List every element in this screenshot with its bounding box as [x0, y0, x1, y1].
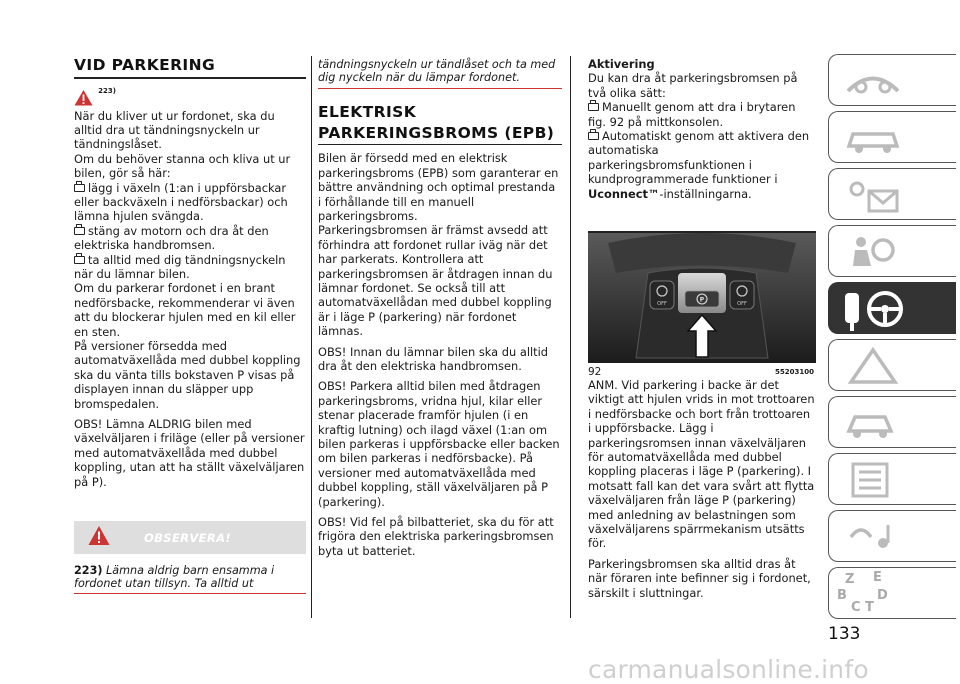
bullet-icon	[74, 256, 85, 264]
paragraph: Parkeringsbromsen ska alltid dras åt när föraren inte befinner sig i fordonet, särskilt i sluttningar.	[588, 556, 811, 600]
list-item: ta alltid med dig tändningsnyckeln när du lämnar bilen.	[74, 252, 286, 281]
bullet-icon	[74, 227, 85, 235]
list-item: stäng av motorn och dra åt den elektriska handbromsen.	[74, 223, 269, 253]
button-label-off-right: OFF	[737, 301, 747, 307]
tab-technical-data[interactable]	[828, 453, 956, 505]
tab-multimedia[interactable]	[828, 510, 956, 562]
figure-code: 55203100	[775, 368, 814, 376]
paragraph: Parkeringsbromsen är främst avsedd att förhindra att fordonet rullar iväg när det har parkerats. Kontrollera att parkeringsbromsen är åtdragen innan du lämnar fordonet. Se också till att automatväxellådan med dubbel koppling är i läge P (parkering) när fordonet lämnas.	[318, 223, 553, 339]
car-service-icon	[843, 403, 903, 443]
list-item: Automatiskt genom att aktivera den automatiska parkeringsbromsfunktionen i kundprogrammerade funktioner i Uconnect™-inställningarna.	[588, 129, 810, 201]
paragraph: OBS! Parkera alltid bilen med åtdragen parkeringsbroms, vridna hjul, kilar eller stenar placerade framför hjulen (i en kraftig lutning) och ilagd växel (1:an om bilen parkeras i uppförsbacke eller backen om bilen parkeras i nedförsbacke). På versioner med automatväxellåda med dubbel koppling, ställ växelväljaren på P (parkering).	[318, 379, 560, 509]
warning-note-continued: tändningsnyckeln ur tändlåset och ta med dig nyckeln när du lämpar fordonet.	[318, 58, 562, 89]
note-text: Lämna aldrig barn ensamma i fordonet utan tillsyn. Ta alltid ut	[74, 564, 275, 591]
list-item: Manuellt genom att dra i brytaren fig. 92 på mittkonsolen.	[588, 100, 796, 129]
button-label-off-left: OFF	[657, 301, 667, 307]
paragraph: Du kan dra åt parkeringsbromsen på två olika sätt:	[588, 71, 798, 100]
tab-start-driving[interactable]	[828, 282, 956, 334]
subheading-activation: Aktivering	[588, 57, 655, 71]
index-letter: B	[837, 588, 847, 603]
figure-92-photo	[588, 233, 816, 363]
index-letter: C	[851, 600, 861, 615]
tab-safety[interactable]	[828, 225, 956, 277]
svg-text:P: P	[699, 296, 705, 304]
note-number: 223)	[74, 564, 103, 577]
column-right	[588, 57, 816, 201]
paragraph: OBS! Innan du lämnar bilen ska du alltid dra åt den elektriska handbromsen.	[318, 344, 549, 373]
tab-emergency[interactable]	[828, 339, 956, 391]
column-left	[74, 56, 306, 489]
paragraph: När du kliver ut ur fordonet, ska du alltid dra ut tändningsnyckeln ur tändningslåset.	[74, 108, 275, 152]
figure-caption	[588, 366, 816, 378]
paragraph: ANM. Vid parkering i backe är det viktigt att hjulen vrids in mot trottoaren i nedförsbacke och bort från trottoaren i uppförsbacke. Lägg i parkeringsromsen innan växelväljaren för automatväxellåda med dubbel koppling placeras i läge P (parkering). I motsatt fall kan det vara svårt att flytta växelväljaren från läge P (parkering) med anledning av belastningen som växelväljarens spärrmekanism utsätts för.	[588, 378, 815, 551]
tab-dashboard[interactable]	[828, 54, 956, 106]
tab-index[interactable]	[828, 567, 956, 619]
heading-rule	[74, 77, 306, 79]
section-heading-epb: ELEKTRISK PARKERINGSBROMS (EPB)	[318, 102, 555, 142]
specs-list-icon	[843, 460, 903, 500]
paragraph: Om du behöver stanna och kliva ut ur bilen, gör så här:	[74, 151, 291, 181]
uconnect-brand: Uconnect™	[588, 186, 660, 201]
observera-label: OBSERVERA!	[144, 531, 231, 545]
bullet-icon	[588, 132, 599, 140]
index-letter: Z	[845, 572, 855, 587]
column-right-lower	[588, 378, 816, 600]
heading-rule	[318, 144, 562, 146]
car-dashboard-icon	[843, 61, 903, 101]
epb-console-illustration	[588, 233, 816, 363]
multimedia-icon	[843, 517, 903, 557]
index-letter: D	[877, 588, 888, 603]
warning-triangle-icon	[843, 346, 903, 386]
figure-number: 92	[588, 366, 602, 378]
warning-triangle-icon	[74, 89, 93, 106]
tab-maintenance[interactable]	[828, 396, 956, 448]
column-separator	[311, 56, 312, 618]
column-separator	[570, 56, 571, 618]
bullet-icon	[588, 103, 599, 111]
car-info-icon	[843, 118, 903, 158]
paragraph: Om du parkerar fordonet i en brant nedförsbacke, rekommenderar vi även att du blockerar hjulen med en kil eller en sten.	[74, 281, 296, 339]
section-heading-parking: VID PARKERING	[74, 56, 216, 74]
paragraph: OBS! Vid fel på bilbatteriet, ska du för att frigöra den elektriska parkeringsbromsen byta ut batteriet.	[318, 515, 554, 558]
index-letter: E	[873, 570, 882, 585]
index-letter: T	[865, 600, 874, 615]
list-item: lägg i växeln (1:an i uppförsbackar eller backväxeln i nedförsbackar) och lämna hjulen svängda.	[74, 180, 288, 224]
airbag-safety-icon	[843, 232, 903, 272]
bullet-icon	[74, 184, 85, 192]
paragraph: Bilen är försedd med en elektrisk parkeringsbroms (EPB) som garanterar en bättre användning och optimal prestanda i förhållande till en manuell parkeringsbroms.	[318, 151, 559, 223]
lights-mail-icon	[843, 175, 903, 215]
paragraph: OBS! Lämna ALDRIG bilen med växelväljaren i friläge (eller på versioner med automatväxellåda med dubbel koppling, utan att ha ställt växelväljaren på P).	[74, 417, 305, 489]
column-middle	[318, 58, 562, 558]
warning-ref	[74, 87, 306, 107]
watermark: carmanualsonline.info	[588, 655, 869, 684]
tab-lights-messages[interactable]	[828, 168, 956, 220]
warning-ref-number: 223)	[98, 86, 116, 95]
warning-note	[74, 564, 306, 594]
observera-box	[74, 521, 306, 554]
paragraph: På versioner försedda med automatväxellåda med dubbel koppling ska du vänta tills bokstaven P visas på displayen innan du släpper upp bromspedalen.	[74, 339, 301, 411]
key-steering-icon	[839, 287, 909, 331]
tab-car-info[interactable]	[828, 111, 956, 163]
page-number: 133	[828, 624, 861, 644]
warning-triangle-icon	[88, 525, 110, 546]
